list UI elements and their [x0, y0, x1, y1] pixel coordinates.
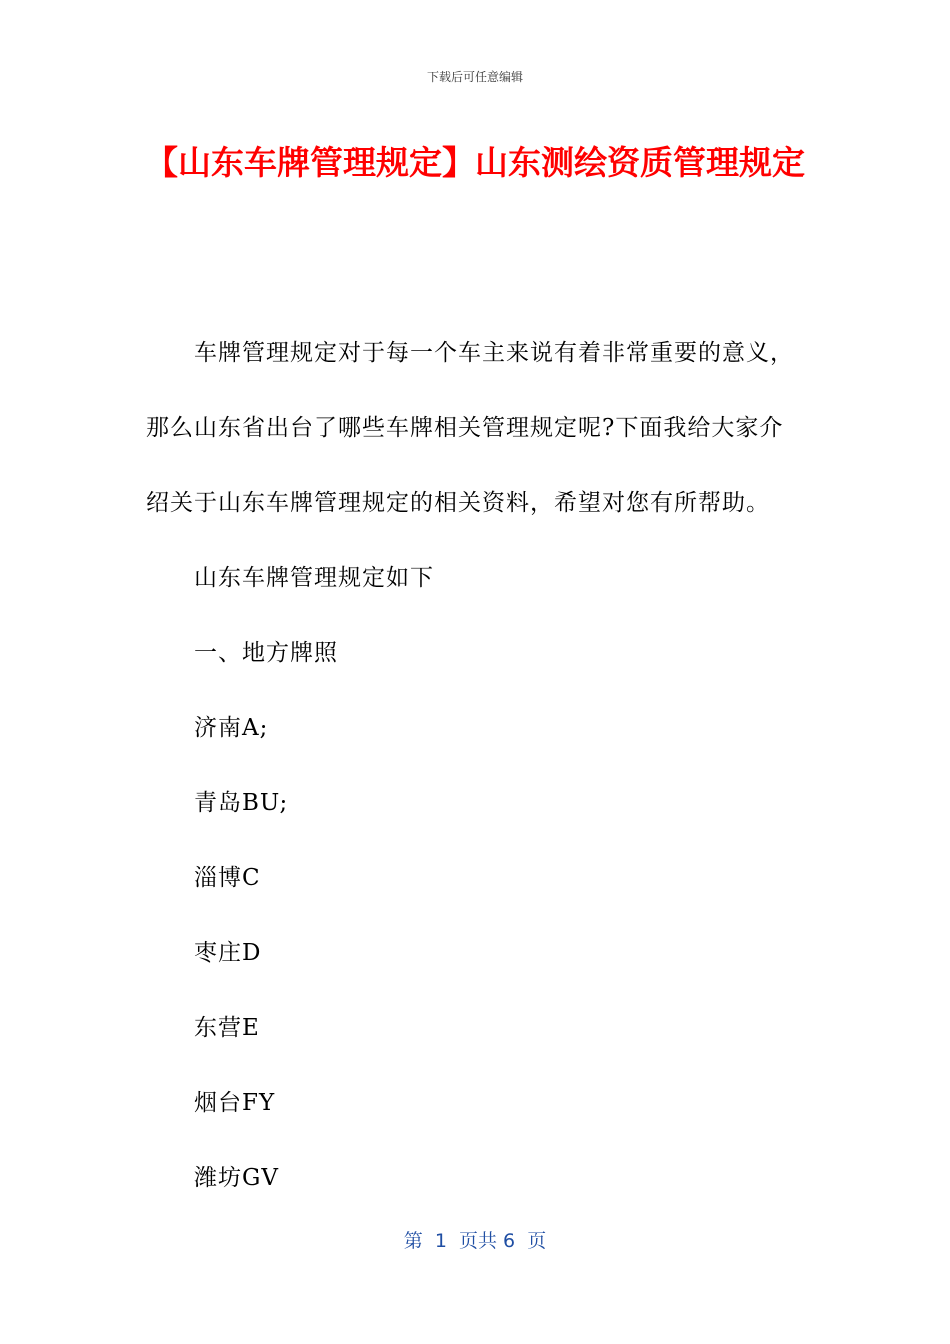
- plate-item: 淄博C: [194, 865, 261, 891]
- plate-item: 烟台FY: [194, 1090, 276, 1116]
- header-note: 下载后可任意编辑: [426, 70, 523, 84]
- plate-item: 青岛BU;: [194, 790, 289, 816]
- page-number-text: 第 1 页共 6 页: [403, 1230, 547, 1252]
- page-footer: [0, 1226, 950, 1253]
- intro-paragraph: 车牌管理规定对于每一个车主来说有着非常重要的意义，那么山东省出台了哪些车牌相关管理规定呢?下面我给大家介绍关于山东车牌管理规定的相关资料，希望对您有所帮助。: [146, 340, 794, 516]
- document-title: 【山东车牌管理规定】山东测绘资质管理规定: [145, 143, 805, 182]
- plate-item: 枣庄D: [194, 940, 262, 966]
- document-body: [146, 316, 806, 1216]
- plate-item: 潍坊GV: [194, 1165, 279, 1191]
- plate-item: 济南A;: [194, 715, 269, 741]
- plate-item: 东营E: [194, 1015, 260, 1041]
- subsection-heading: 一、地方牌照: [194, 640, 338, 666]
- section-heading: 山东车牌管理规定如下: [194, 565, 434, 591]
